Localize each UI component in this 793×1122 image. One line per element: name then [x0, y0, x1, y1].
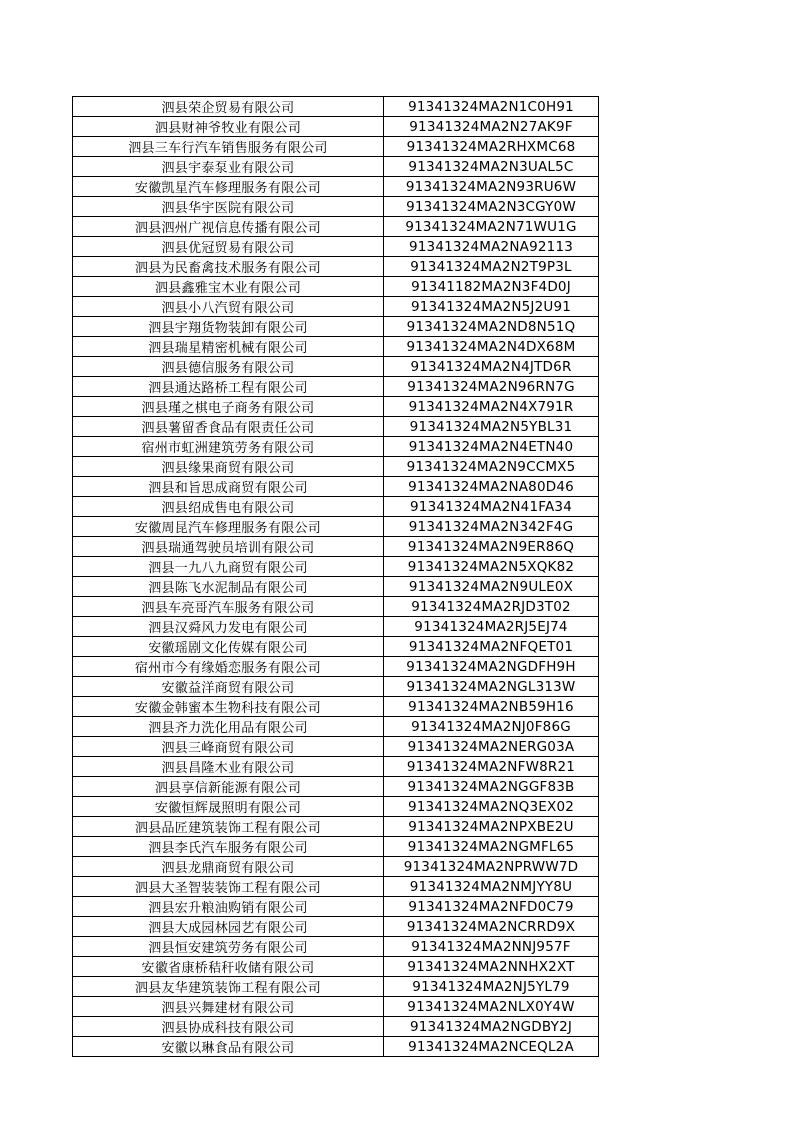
credit-code-cell: 91341324MA2ND8N51Q — [384, 317, 599, 337]
table-row — [73, 817, 599, 837]
company-name-cell: 安徽凯星汽车修理服务有限公司 — [73, 177, 384, 197]
credit-code-cell: 91341324MA2NJ5YL79 — [384, 977, 599, 997]
credit-code-cell: 91341182MA2N3F4D0J — [384, 277, 599, 297]
table-row — [73, 217, 599, 237]
company-name-cell: 宿州市今有缘婚恋服务有限公司 — [73, 657, 384, 677]
company-name-cell: 泗县大成园林园艺有限公司 — [73, 917, 384, 937]
credit-code-cell: 91341324MA2NFD0C79 — [384, 897, 599, 917]
table-row — [73, 937, 599, 957]
credit-code-cell: 91341324MA2NLX0Y4W — [384, 997, 599, 1017]
credit-code-cell: 91341324MA2NA80D46 — [384, 477, 599, 497]
table-row — [73, 857, 599, 877]
table-row — [73, 717, 599, 737]
company-name-cell: 宿州市虹洲建筑劳务有限公司 — [73, 437, 384, 457]
credit-code-cell: 91341324MA2N41FA34 — [384, 497, 599, 517]
credit-code-cell: 91341324MA2N4JTD6R — [384, 357, 599, 377]
table-row — [73, 177, 599, 197]
credit-code-cell: 91341324MA2N27AK9F — [384, 117, 599, 137]
company-name-cell: 泗县宇泰泵业有限公司 — [73, 157, 384, 177]
credit-code-cell: 91341324MA2NERG03A — [384, 737, 599, 757]
credit-code-cell: 91341324MA2NNJ957F — [384, 937, 599, 957]
company-name-cell: 泗县汉舜风力发电有限公司 — [73, 617, 384, 637]
table-row — [73, 917, 599, 937]
company-name-cell: 泗县通达路桥工程有限公司 — [73, 377, 384, 397]
company-name-cell: 泗县兴舞建材有限公司 — [73, 997, 384, 1017]
table-row — [73, 637, 599, 657]
company-name-cell: 泗县绍成售电有限公司 — [73, 497, 384, 517]
credit-code-cell: 91341324MA2N4ETN40 — [384, 437, 599, 457]
credit-code-cell: 91341324MA2NGMFL65 — [384, 837, 599, 857]
credit-code-cell: 91341324MA2N4X791R — [384, 397, 599, 417]
company-name-cell: 泗县宇翔货物装卸有限公司 — [73, 317, 384, 337]
table-row — [73, 797, 599, 817]
company-name-cell: 泗县为民畜禽技术服务有限公司 — [73, 257, 384, 277]
credit-code-cell: 91341324MA2N93RU6W — [384, 177, 599, 197]
table-row — [73, 557, 599, 577]
company-name-cell: 安徽省康桥秸秆收储有限公司 — [73, 957, 384, 977]
table-row — [73, 277, 599, 297]
company-name-cell: 泗县昌隆木业有限公司 — [73, 757, 384, 777]
company-registry-sheet — [72, 96, 598, 1057]
company-name-cell: 泗县协成科技有限公司 — [73, 1017, 384, 1037]
company-name-cell: 泗县大圣智装装饰工程有限公司 — [73, 877, 384, 897]
table-row — [73, 677, 599, 697]
company-name-cell: 泗县瑾之棋电子商务有限公司 — [73, 397, 384, 417]
credit-code-cell: 91341324MA2N5XQK82 — [384, 557, 599, 577]
table-row — [73, 577, 599, 597]
table-row — [73, 497, 599, 517]
company-name-cell: 泗县一九八九商贸有限公司 — [73, 557, 384, 577]
credit-code-cell: 91341324MA2N9ER86Q — [384, 537, 599, 557]
credit-code-cell: 91341324MA2N5J2U91 — [384, 297, 599, 317]
credit-code-cell: 91341324MA2NB59H16 — [384, 697, 599, 717]
credit-code-cell: 91341324MA2N96RN7G — [384, 377, 599, 397]
credit-code-cell: 91341324MA2RJD3T02 — [384, 597, 599, 617]
credit-code-cell: 91341324MA2N4DX68M — [384, 337, 599, 357]
table-row — [73, 657, 599, 677]
company-name-cell: 泗县瑞通驾驶员培训有限公司 — [73, 537, 384, 557]
company-name-cell: 泗县三车行汽车销售服务有限公司 — [73, 137, 384, 157]
credit-code-cell: 91341324MA2N3UAL5C — [384, 157, 599, 177]
company-name-cell: 泗县泗州广视信息传播有限公司 — [73, 217, 384, 237]
company-name-cell: 泗县缘果商贸有限公司 — [73, 457, 384, 477]
table-row — [73, 337, 599, 357]
company-name-cell: 安徽益洋商贸有限公司 — [73, 677, 384, 697]
credit-code-cell: 91341324MA2N342F4G — [384, 517, 599, 537]
table-row — [73, 457, 599, 477]
company-name-cell: 泗县薯留香食品有限责任公司 — [73, 417, 384, 437]
company-name-cell: 泗县小八汽贸有限公司 — [73, 297, 384, 317]
table-row — [73, 897, 599, 917]
table-row — [73, 617, 599, 637]
table-row — [73, 517, 599, 537]
table-row — [73, 737, 599, 757]
credit-code-cell: 91341324MA2NPRWW7D — [384, 857, 599, 877]
table-row — [73, 317, 599, 337]
credit-code-cell: 91341324MA2N9ULE0X — [384, 577, 599, 597]
table-row — [73, 197, 599, 217]
company-name-cell: 泗县宏升粮油购销有限公司 — [73, 897, 384, 917]
table-row — [73, 697, 599, 717]
credit-code-cell: 91341324MA2N3CGY0W — [384, 197, 599, 217]
credit-code-cell: 91341324MA2N2T9P3L — [384, 257, 599, 277]
company-name-cell: 泗县齐力洗化用品有限公司 — [73, 717, 384, 737]
company-name-cell: 安徽瑶剧文化传媒有限公司 — [73, 637, 384, 657]
credit-code-cell: 91341324MA2N1C0H91 — [384, 97, 599, 117]
table-row — [73, 437, 599, 457]
credit-code-cell: 91341324MA2RJ5EJ74 — [384, 617, 599, 637]
table-row — [73, 877, 599, 897]
company-name-cell: 泗县李氏汽车服务有限公司 — [73, 837, 384, 857]
table-row — [73, 237, 599, 257]
credit-code-cell: 91341324MA2NA92113 — [384, 237, 599, 257]
table-row — [73, 137, 599, 157]
company-name-cell: 泗县品匠建筑装饰工程有限公司 — [73, 817, 384, 837]
table-row — [73, 777, 599, 797]
company-name-cell: 泗县友华建筑装饰工程有限公司 — [73, 977, 384, 997]
company-name-cell: 安徽金韩蜜本生物科技有限公司 — [73, 697, 384, 717]
registry-table-body — [73, 97, 599, 1057]
credit-code-cell: 91341324MA2NGGF83B — [384, 777, 599, 797]
table-row — [73, 297, 599, 317]
company-name-cell: 泗县车亮哥汽车服务有限公司 — [73, 597, 384, 617]
company-name-cell: 泗县和旨思成商贸有限公司 — [73, 477, 384, 497]
company-registry-table — [72, 96, 599, 1057]
table-row — [73, 417, 599, 437]
table-row — [73, 957, 599, 977]
credit-code-cell: 91341324MA2N5YBL31 — [384, 417, 599, 437]
table-row — [73, 977, 599, 997]
company-name-cell: 泗县龙鼎商贸有限公司 — [73, 857, 384, 877]
company-name-cell: 泗县财神爷牧业有限公司 — [73, 117, 384, 137]
table-row — [73, 757, 599, 777]
credit-code-cell: 91341324MA2NQ3EX02 — [384, 797, 599, 817]
company-name-cell: 泗县优冠贸易有限公司 — [73, 237, 384, 257]
credit-code-cell: 91341324MA2NFQET01 — [384, 637, 599, 657]
table-row — [73, 1037, 599, 1057]
company-name-cell: 泗县荣企贸易有限公司 — [73, 97, 384, 117]
credit-code-cell: 91341324MA2NCEQL2A — [384, 1037, 599, 1057]
company-name-cell: 安徽以琳食品有限公司 — [73, 1037, 384, 1057]
table-row — [73, 157, 599, 177]
company-name-cell: 泗县三峰商贸有限公司 — [73, 737, 384, 757]
company-name-cell: 泗县德信服务有限公司 — [73, 357, 384, 377]
table-row — [73, 357, 599, 377]
credit-code-cell: 91341324MA2NGL313W — [384, 677, 599, 697]
company-name-cell: 泗县恒安建筑劳务有限公司 — [73, 937, 384, 957]
table-row — [73, 1017, 599, 1037]
credit-code-cell: 91341324MA2NGDBY2J — [384, 1017, 599, 1037]
credit-code-cell: 91341324MA2NNHX2XT — [384, 957, 599, 977]
table-row — [73, 97, 599, 117]
company-name-cell: 安徽恒辉晟照明有限公司 — [73, 797, 384, 817]
table-row — [73, 117, 599, 137]
credit-code-cell: 91341324MA2NFW8R21 — [384, 757, 599, 777]
credit-code-cell: 91341324MA2NPXBE2U — [384, 817, 599, 837]
table-row — [73, 257, 599, 277]
table-row — [73, 397, 599, 417]
table-row — [73, 597, 599, 617]
company-name-cell: 泗县华宇医院有限公司 — [73, 197, 384, 217]
company-name-cell: 泗县鑫雅宝木业有限公司 — [73, 277, 384, 297]
credit-code-cell: 91341324MA2NMJYY8U — [384, 877, 599, 897]
credit-code-cell: 91341324MA2NJ0F86G — [384, 717, 599, 737]
credit-code-cell: 91341324MA2N9CCMX5 — [384, 457, 599, 477]
table-row — [73, 377, 599, 397]
company-name-cell: 泗县陈飞水泥制品有限公司 — [73, 577, 384, 597]
table-row — [73, 537, 599, 557]
company-name-cell: 泗县瑞星精密机械有限公司 — [73, 337, 384, 357]
company-name-cell: 安徽周昆汽车修理服务有限公司 — [73, 517, 384, 537]
credit-code-cell: 91341324MA2NCRRD9X — [384, 917, 599, 937]
table-row — [73, 997, 599, 1017]
company-name-cell: 泗县享信新能源有限公司 — [73, 777, 384, 797]
table-row — [73, 477, 599, 497]
credit-code-cell: 91341324MA2RHXMC68 — [384, 137, 599, 157]
credit-code-cell: 91341324MA2N71WU1G — [384, 217, 599, 237]
table-row — [73, 837, 599, 857]
credit-code-cell: 91341324MA2NGDFH9H — [384, 657, 599, 677]
